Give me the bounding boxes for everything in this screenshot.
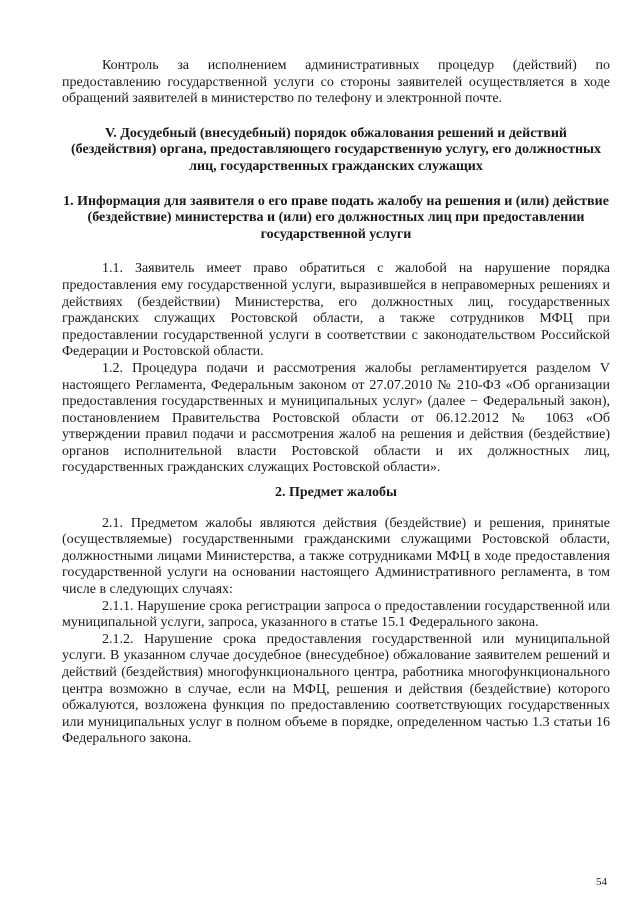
paragraph-2-1-2: 2.1.2. Нарушение срока предоставления государственной или муниципальной услуги. В указанном случае досудебное (внесудебное) обжалование заявителем решений и действий (бездействия) многофункционального центра, работника многофункционального центра возможно в случае, если на МФЦ, решения и действия (бездействие) которого обжалуются, возложена функция по предоставлению соответствующих государственных или муниципальных услуг в полном объеме в порядке, определенном частью 1.3 статьи 16 Федерального закона.	[62, 631, 610, 747]
section-heading: V. Досудебный (внесудебный) порядок обжалования решений и действий (бездействия) органа, предоставляющего государственную услугу, его должностных лиц, государственных гражданских служащих	[71, 125, 601, 174]
paragraph-2-1: 2.1. Предметом жалобы являются действия (бездействие) и решения, принятые (осуществляемые) государственными гражданскими служащими Ростовской области, должностными лицами Министерства, а также сотрудниками МФЦ в ходе предоставления государственной услуги на основании настоящего Административного регламента, в том числе в следующих случаях:	[62, 515, 610, 598]
paragraph-1-1: 1.1. Заявитель имеет право обратиться с жалобой на нарушение порядка предоставления ему государственной услуги, выразившейся в неправомерных решениях и действиях (бездействии) Министерства, его должностных лиц, государственных гражданских служащих Ростовской области, а также сотрудников МФЦ при предоставлении государственной услуги в соответствии с законодательством Российской Федерации и Ростовской области.	[62, 261, 610, 360]
paragraph-1-2: 1.2. Процедура подачи и рассмотрения жалобы регламентируется разделом V настоящего Регламента, Федеральным законом от 27.07.2010 № 210-ФЗ «Об организации предоставления государственных и муниципальных услуг» (далее − Федеральный закон), постановлением Правительства Ростовской области от 06.12.2012 № 1063 «Об утверждении правил подачи и рассмотрения жалоб на решения и действия (бездействие) органов исполнительной власти Ростовской области и их должностных лиц, государственных гражданских служащих Ростовской области».	[62, 360, 610, 476]
subsection-1-heading: 1. Информация для заявителя о его праве подать жалобу на решения и (или) действие (бездействие) министерства и (или) его должностных лиц при предоставлении государственной услуги	[63, 193, 609, 242]
paragraph-2-1-1: 2.1.1. Нарушение срока регистрации запроса о предоставлении государственной или муниципальной услуги, запроса, указанного в статье 15.1 Федерального закона.	[62, 598, 610, 631]
document-page	[62, 58, 610, 748]
page-number: 54	[596, 876, 607, 888]
subsection-2-heading: 2. Предмет жалобы	[275, 485, 397, 501]
intro-paragraph: Контроль за исполнением административных процедур (действий) по предоставлению государственной услуги со стороны заявителей осуществляется в ходе обращений заявителей в министерство по телефону и электронной почте.	[62, 58, 610, 107]
